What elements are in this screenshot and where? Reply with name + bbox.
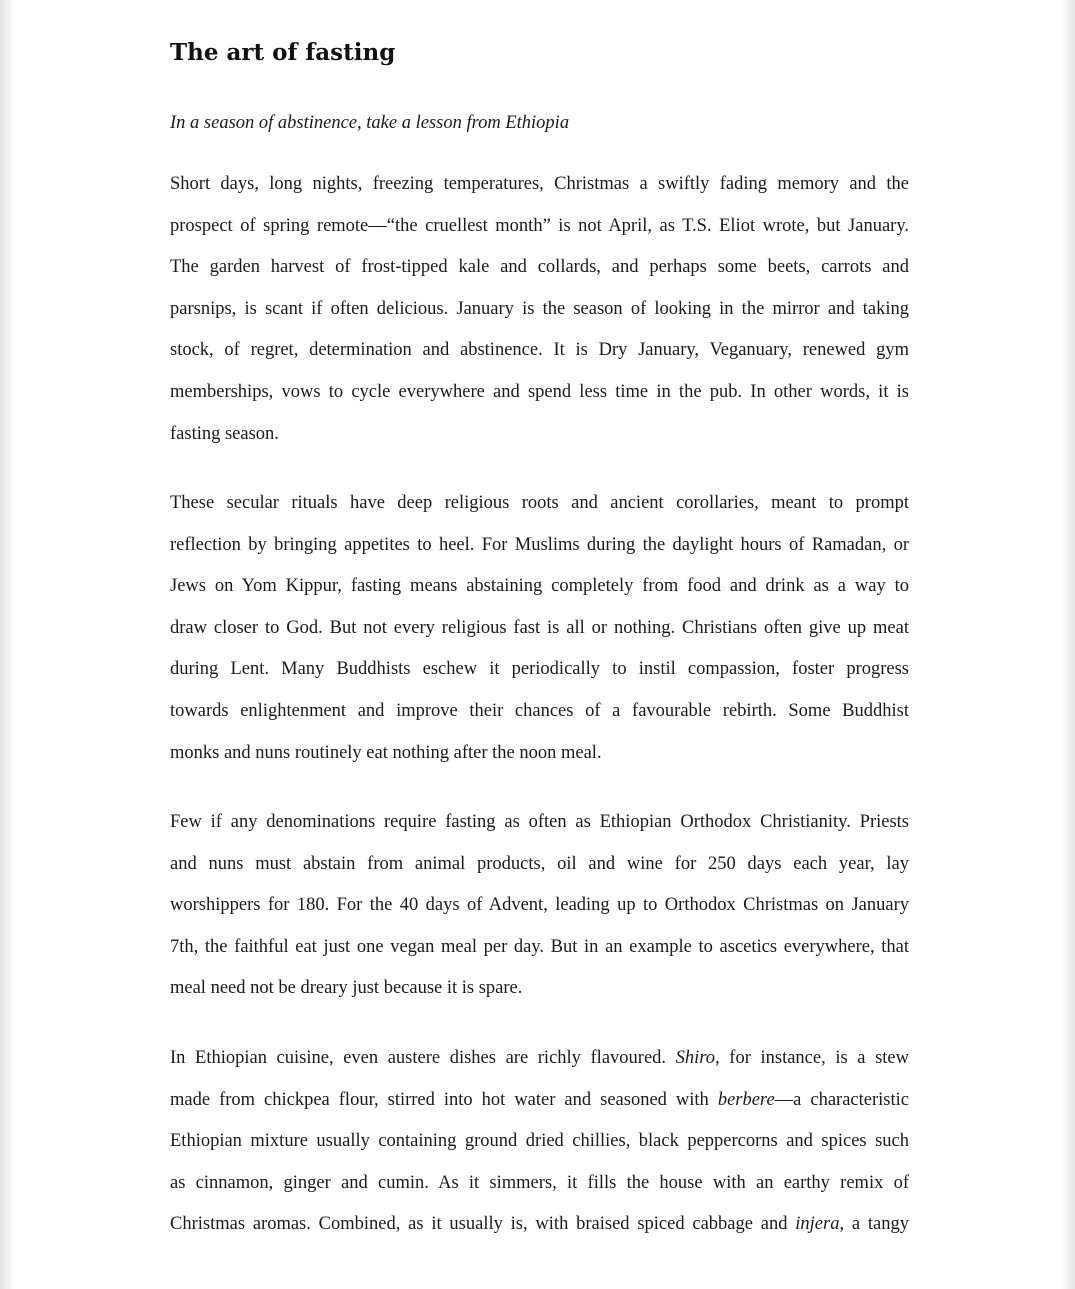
text-line: monks and nuns routinely eat nothing after the noon meal. [170,742,602,763]
text-line: during Lent. Many Buddhists eschew it periodically to instil compassion, foster progress [170,659,909,680]
text-line [170,1211,909,1253]
paragraph-2 [170,490,909,781]
paragraph-1 [170,171,909,462]
text-line: draw closer to God. But not every religious fast is all or nothing. Christians often give up meat [170,617,909,638]
spice-name-berbere: berbere [717,1089,775,1110]
text-segment: In Ethiopian cuisine, even austere dishes are richly flavoured. [170,1048,676,1068]
text-line: 7th, the faithful eat just one vegan meal per day. But in an example to ascetics everywhere, that [170,936,909,957]
article-title: The art of fasting [170,39,396,66]
article-subtitle: In a season of abstinence, take a lesson from Ethiopia [170,113,570,133]
text-segment: made from chickpea flour, stirred into hot water and seasoned with [170,1089,718,1110]
text-segment: —a characteristic [774,1089,909,1110]
dish-name-shiro: Shiro [675,1048,716,1068]
bread-name-injera: injera [795,1214,840,1235]
text-line: reflection by bringing appetites to heel. For Muslims during the daylight hours of Ramadan, or [170,534,909,555]
text-line: towards enlightenment and improve their chances of a favourable rebirth. Some Buddhist [170,700,909,721]
text-segment: , a tangy [839,1214,910,1235]
text-segment: , for instance, is a stew [715,1048,909,1068]
text-line: as cinnamon, ginger and cumin. As it simmers, it fills the house with an earthy remix of [170,1172,909,1193]
text-line: and nuns must abstain from animal products, oil and wine for 250 days each year, lay [170,853,909,874]
paragraph-3 [170,809,909,1017]
text-line: Short days, long nights, freezing temperatures, Christmas a swiftly fading memory and the [170,174,909,194]
text-line: The garden harvest of frost-tipped kale and collards, and perhaps some beets, carrots and [170,257,909,278]
text-line: stock, of regret, determination and abstinence. It is Dry January, Veganuary, renewed gym [170,340,909,361]
text-segment: Christmas aromas. Combined, as it usually is, with braised spiced cabbage and [170,1214,796,1235]
text-line: worshippers for 180. For the 40 days of Advent, leading up to Orthodox Christmas on January [170,895,909,916]
text-line: Ethiopian mixture usually containing ground dried chillies, black peppercorns and spices such [170,1131,909,1152]
page-edge-shadow-left [0,0,14,1289]
text-line: memberships, vows to cycle everywhere and spend less time in the pub. In other words, it is [170,381,909,402]
text-line: Few if any denominations require fasting as often as Ethiopian Orthodox Christianity. Priests [170,812,909,832]
text-line [170,1045,909,1087]
page-edge-shadow-right [1061,0,1075,1289]
text-line [170,1087,909,1129]
text-line: These secular rituals have deep religious roots and ancient corollaries, meant to prompt [170,493,909,513]
paragraph-4 [170,1045,909,1253]
text-line: parsnips, is scant if often delicious. January is the season of looking in the mirror and taking [170,298,909,319]
text-line: Jews on Yom Kippur, fasting means abstaining completely from food and drink as a way to [170,576,909,597]
text-line: meal need not be dreary just because it is spare. [170,978,523,999]
text-line: fasting season. [170,423,279,444]
text-line: prospect of spring remote—“the cruellest month” is not April, as T.S. Eliot wrote, but January. [170,215,909,236]
